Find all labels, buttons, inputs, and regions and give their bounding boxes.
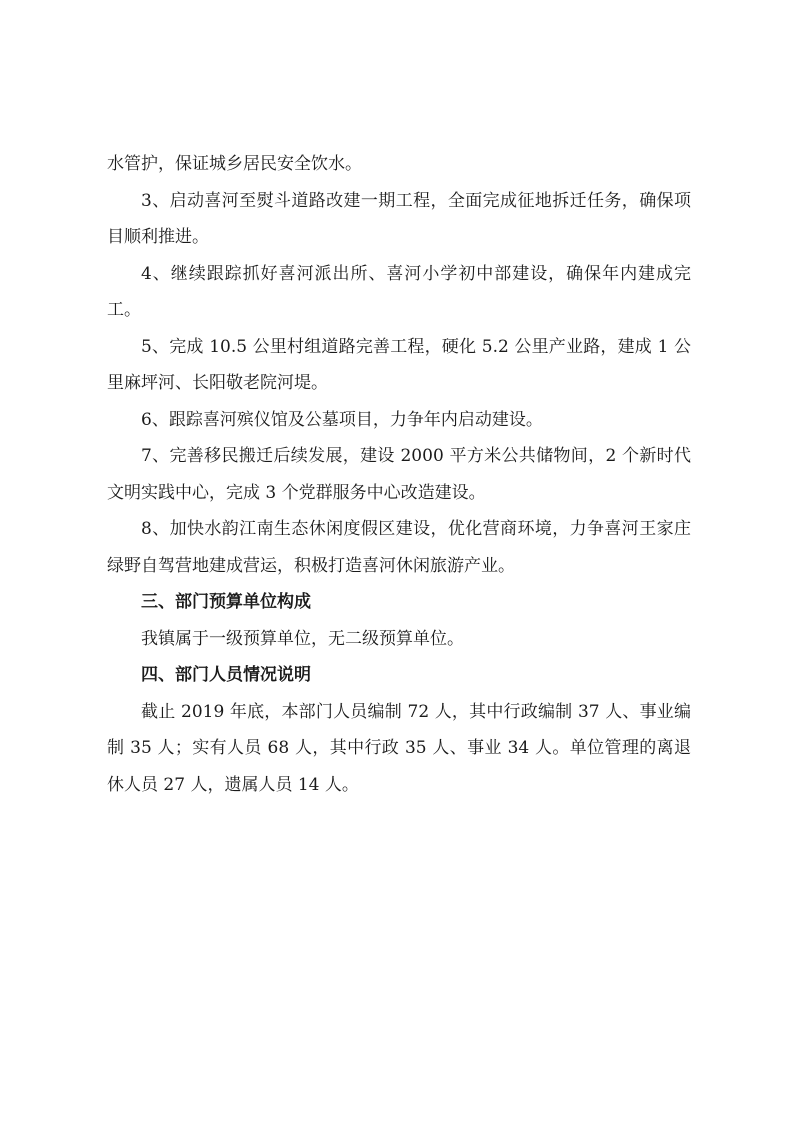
paragraph-budget-units: 我镇属于一级预算单位，无二级预算单位。 — [141, 628, 464, 649]
section-heading-staff: 四、部门人员情况说明 — [141, 665, 311, 685]
document-body — [107, 146, 691, 803]
paragraph-item-3: 3、启动喜河至熨斗道路改建一期工程，全面完成征地拆迁任务，确保项目顺利推进。 — [107, 190, 691, 247]
paragraph-item-7: 7、完善移民搬迁后续发展，建设 2000 平方米公共储物间，2 个新时代文明实践中心，完成 3 个党群服务中心改造建设。 — [107, 446, 691, 503]
paragraph-item-8: 8、加快水韵江南生态休闲度假区建设，优化营商环境，力争喜河王家庄绿野自驾营地建成营运，积极打造喜河休闲旅游产业。 — [107, 519, 691, 576]
paragraph-water-protection: 水管护，保证城乡居民安全饮水。 — [107, 154, 362, 174]
paragraph-item-4: 4、继续跟踪抓好喜河派出所、喜河小学初中部建设，确保年内建成完工。 — [107, 263, 691, 320]
paragraph-item-6: 6、跟踪喜河殡仪馆及公墓项目，力争年内启动建设。 — [141, 409, 543, 430]
paragraph-item-5: 5、完成 10.5 公里村组道路完善工程，硬化 5.2 公里产业路，建成 1 公里麻坪河、长阳敬老院河堤。 — [107, 336, 691, 393]
paragraph-staff: 截止 2019 年底，本部门人员编制 72 人，其中行政编制 37 人、事业编制 35 人；实有人员 68 人，其中行政 35 人、事业 34 人。单位管理的离退休人员 27 人，遗属人员 14 人。 — [107, 701, 691, 795]
section-heading-budget-units: 三、部门预算单位构成 — [141, 592, 311, 612]
